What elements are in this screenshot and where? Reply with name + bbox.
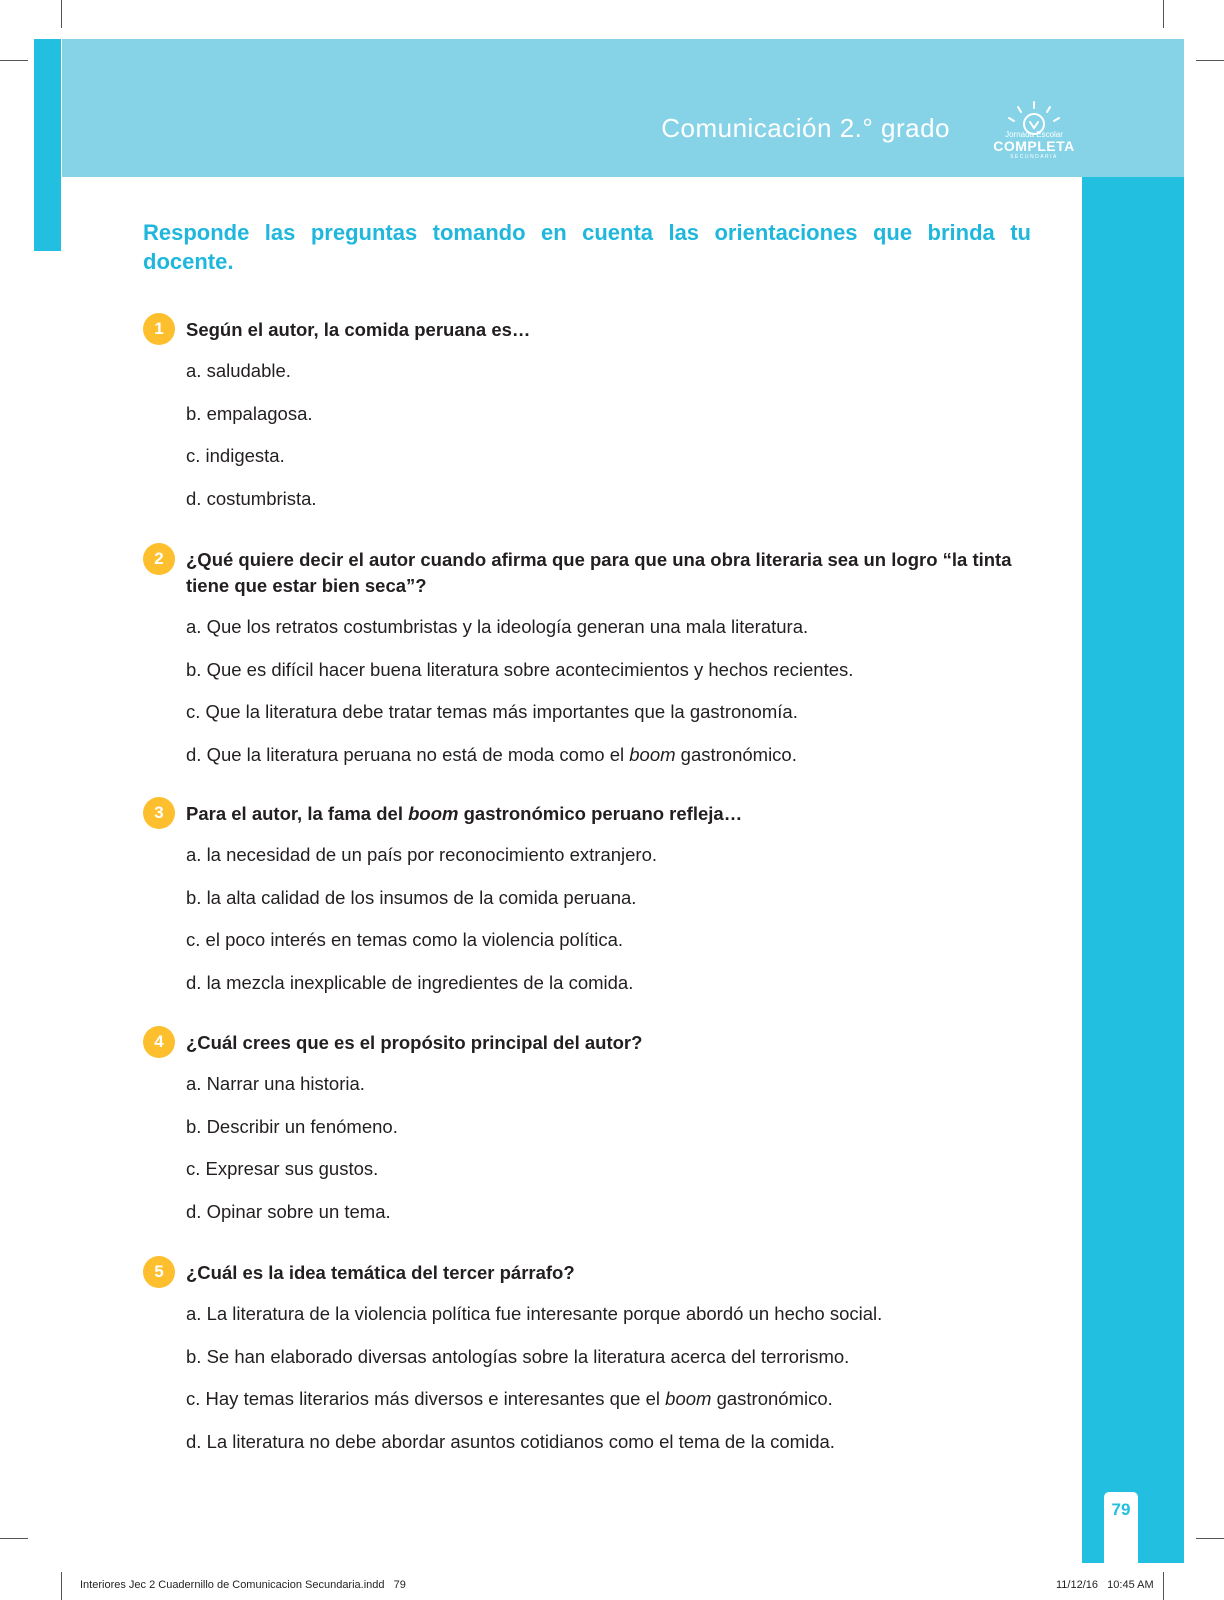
left-accent-strip (34, 39, 61, 251)
crop-mark (61, 1572, 62, 1600)
footer-timestamp: 11/12/16 10:45 AM (1056, 1579, 1154, 1591)
footer-file-info: Interiores Jec 2 Cuadernillo de Comunicacion Secundaria.indd 79 (80, 1579, 406, 1591)
crop-mark (61, 0, 62, 28)
option-b: b. la alta calidad de los insumos de la comida peruana. (186, 886, 637, 908)
question-text: ¿Cuál es la idea temática del tercer párrafo? (186, 1262, 575, 1283)
question-text: Según el autor, la comida peruana es… (186, 319, 531, 340)
italic-term-boom: boom (665, 1388, 712, 1410)
italic-term-boom: boom (629, 743, 676, 765)
options-list (186, 1302, 882, 1472)
logo-wordmark (990, 130, 1078, 161)
question-text: ¿Cuál crees que es el propósito principal del autor? (186, 1032, 643, 1053)
option-c: c. Expresar sus gustos. (186, 1158, 379, 1180)
option-c: c. indigesta. (186, 445, 285, 467)
crop-mark (1163, 0, 1164, 28)
option-a: a. saludable. (186, 360, 291, 381)
crop-mark (1196, 1538, 1224, 1539)
option-c: c. el poco interés en temas como la violencia política. (186, 929, 624, 951)
crop-mark (1196, 60, 1224, 61)
option-d: d. La literatura no debe abordar asuntos cotidianos como el tema de la comida. (186, 1430, 835, 1452)
option-b: b. empalagosa. (186, 402, 313, 424)
question-number-badge: 5 (143, 1256, 175, 1288)
right-accent-strip (1082, 177, 1184, 1563)
option-c: c. Que la literatura debe tratar temas más importantes que la gastronomía. (186, 701, 798, 723)
option-d: d. Opinar sobre un tema. (186, 1200, 391, 1222)
option-a: a. la necesidad de un país por reconocimiento extranjero. (186, 844, 658, 865)
option-d: d. Que la literatura peruana no está de moda como el boom gastronómico. (186, 743, 797, 765)
logo-bottom-text: SECUNDARIA (1010, 154, 1058, 160)
logo-top-text: Jornada Escolar (1005, 130, 1063, 139)
header-title: Comunicación 2.° grado (661, 113, 950, 143)
page-number: 79 (1111, 1500, 1131, 1519)
question-number-badge: 2 (143, 543, 175, 575)
option-d: d. costumbrista. (186, 487, 317, 509)
option-d: d. la mezcla inexplicable de ingredientes de la comida. (186, 971, 634, 993)
options-list (186, 615, 853, 785)
option-a: a. Narrar una historia. (186, 1073, 365, 1094)
question-text: ¿Qué quiere decir el autor cuando afirma que para que una obra literaria sea un logro “la tinta tiene que estar bien seca”? (186, 549, 1012, 596)
option-b: b. Describir un fenómeno. (186, 1115, 398, 1137)
option-a: a. Que los retratos costumbristas y la ideología generan una mala literatura. (186, 616, 809, 637)
crop-mark (0, 60, 28, 61)
logo-main-text: COMPLETA (993, 138, 1075, 154)
crop-mark (1163, 1572, 1164, 1600)
options-list (186, 843, 657, 1013)
italic-term-boom: boom (408, 803, 459, 824)
options-list (186, 359, 317, 529)
option-c: c. Hay temas literarios más diversos e interesantes que el boom gastronómico. (186, 1388, 833, 1410)
question-text: Para el autor, la fama del boom gastronómico peruano refleja… (186, 803, 743, 824)
option-a: a. La literatura de la violencia política fue interesante porque abordó un hecho social. (186, 1303, 883, 1324)
crop-mark (0, 1538, 28, 1539)
options-list (186, 1072, 398, 1242)
question-number-badge: 3 (143, 797, 175, 829)
question-number-badge: 1 (143, 313, 175, 345)
option-b: b. Que es difícil hacer buena literatura sobre acontecimientos y hechos recientes. (186, 658, 854, 680)
instruction-heading: Responde las preguntas tomando en cuenta las orientaciones que brinda tu docente. (143, 220, 1031, 274)
option-b: b. Se han elaborado diversas antologías sobre la literatura acerca del terrorismo. (186, 1345, 850, 1367)
question-number-badge: 4 (143, 1026, 175, 1058)
